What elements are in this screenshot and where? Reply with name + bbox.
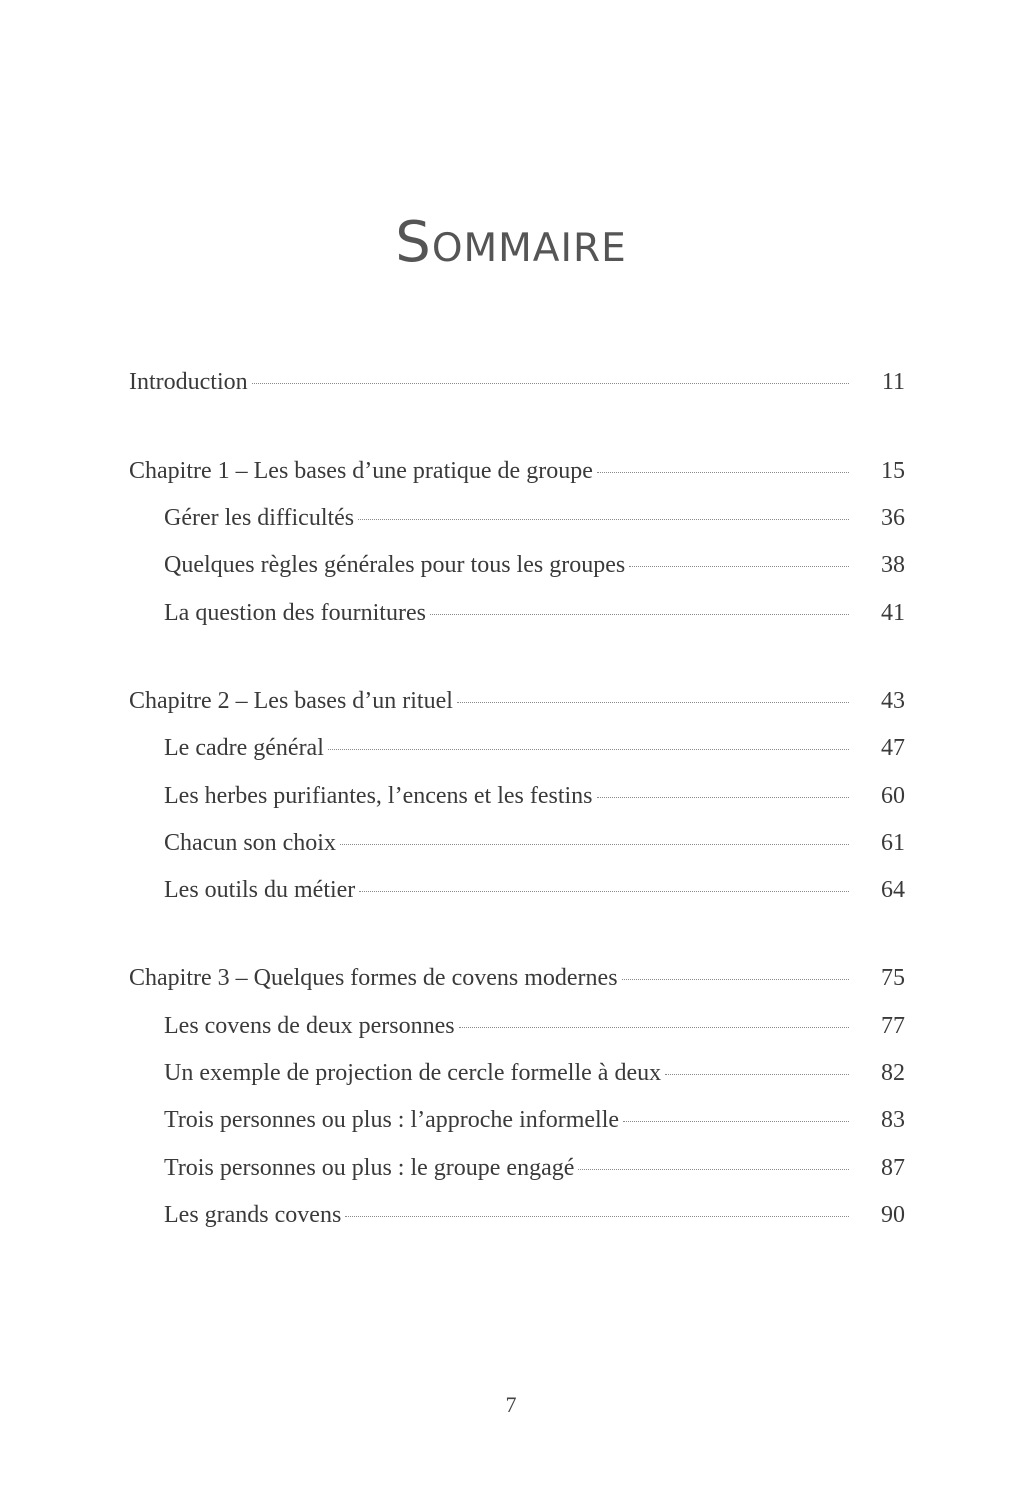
toc-entry-label: Chacun son choix (164, 830, 336, 856)
toc-entry-page: 75 (881, 965, 905, 991)
toc-entry-label: Trois personnes ou plus : l’approche informelle (164, 1107, 620, 1133)
toc-entry-projection-cercle[interactable] (164, 1056, 905, 1090)
toc-entry-gerer-les-difficultes[interactable] (164, 501, 905, 535)
dot-leader (252, 382, 849, 384)
toc-entry-approche-informelle[interactable] (164, 1103, 905, 1137)
page-number: 7 (505, 1392, 517, 1417)
dot-leader (457, 701, 849, 703)
dot-leader (345, 1215, 849, 1217)
toc-entry-covens-deux-personnes[interactable] (164, 1009, 905, 1043)
toc-entry-outils-du-metier[interactable] (164, 873, 905, 907)
toc-entry-label: Les outils du métier (164, 877, 356, 903)
toc-entry-herbes-purifiantes[interactable] (164, 779, 905, 813)
toc-entry-quelques-regles[interactable] (164, 548, 905, 582)
toc-entry-label: Chapitre 3 – Quelques formes de covens modernes (129, 965, 618, 991)
toc-entry-label: Chapitre 2 – Les bases d’un rituel (129, 688, 453, 714)
toc-entry-grands-covens[interactable] (164, 1198, 905, 1232)
toc-entry-page: 15 (881, 458, 905, 484)
toc-entry-label: Gérer les difficultés (164, 505, 355, 531)
toc-entry-cadre-general[interactable] (164, 731, 905, 765)
toc-entry-page: 43 (881, 688, 905, 714)
toc-entry-fournitures[interactable] (164, 596, 905, 630)
toc-entry-label: Le cadre général (164, 735, 324, 761)
toc-entry-page: 41 (881, 600, 905, 626)
toc-entry-page: 83 (881, 1107, 905, 1133)
toc-entry-page: 64 (881, 877, 905, 903)
toc-entry-chacun-son-choix[interactable] (164, 826, 905, 860)
toc-entry-page: 90 (881, 1202, 905, 1228)
toc-entry-page: 82 (881, 1060, 905, 1086)
toc-entry-label: La question des fournitures (164, 600, 426, 626)
page-title: Sommaire (395, 210, 627, 275)
toc-entry-page: 87 (881, 1155, 905, 1181)
toc-entry-page: 47 (881, 735, 905, 761)
toc-entry-page: 61 (881, 830, 905, 856)
dot-leader (340, 843, 849, 845)
dot-leader (328, 748, 849, 750)
dot-leader (578, 1168, 849, 1170)
toc-entry-label: Trois personnes ou plus : le groupe engagé (164, 1155, 575, 1181)
dot-leader (430, 613, 849, 615)
dot-leader (622, 978, 849, 980)
dot-leader (629, 565, 849, 567)
toc-entry-chapitre-3[interactable] (129, 961, 905, 995)
toc-entry-chapitre-2[interactable] (129, 684, 905, 718)
toc-entry-label: Un exemple de projection de cercle formelle à deux (164, 1060, 662, 1086)
dot-leader (359, 890, 849, 892)
dot-leader (597, 471, 849, 473)
dot-leader (597, 796, 849, 798)
toc-entry-page: 60 (881, 783, 905, 809)
dot-leader (358, 518, 849, 520)
toc-entry-label: Les covens de deux personnes (164, 1013, 455, 1039)
toc-entry-page: 38 (881, 552, 905, 578)
toc-entry-label: Introduction (129, 369, 248, 395)
toc-entry-chapitre-1[interactable] (129, 454, 905, 488)
toc-entry-page: 11 (881, 369, 905, 395)
toc-entry-page: 77 (881, 1013, 905, 1039)
toc-entry-label: Chapitre 1 – Les bases d’une pratique de groupe (129, 458, 593, 484)
toc-entry-introduction[interactable] (129, 365, 905, 399)
toc-entry-label: Les grands covens (164, 1202, 342, 1228)
dot-leader (459, 1026, 849, 1028)
toc-entry-groupe-engage[interactable] (164, 1151, 905, 1185)
toc-entry-label: Quelques règles générales pour tous les groupes (164, 552, 626, 578)
dot-leader (623, 1120, 849, 1122)
toc-entry-label: Les herbes purifiantes, l’encens et les festins (164, 783, 593, 809)
toc-entry-page: 36 (881, 505, 905, 531)
dot-leader (665, 1073, 849, 1075)
